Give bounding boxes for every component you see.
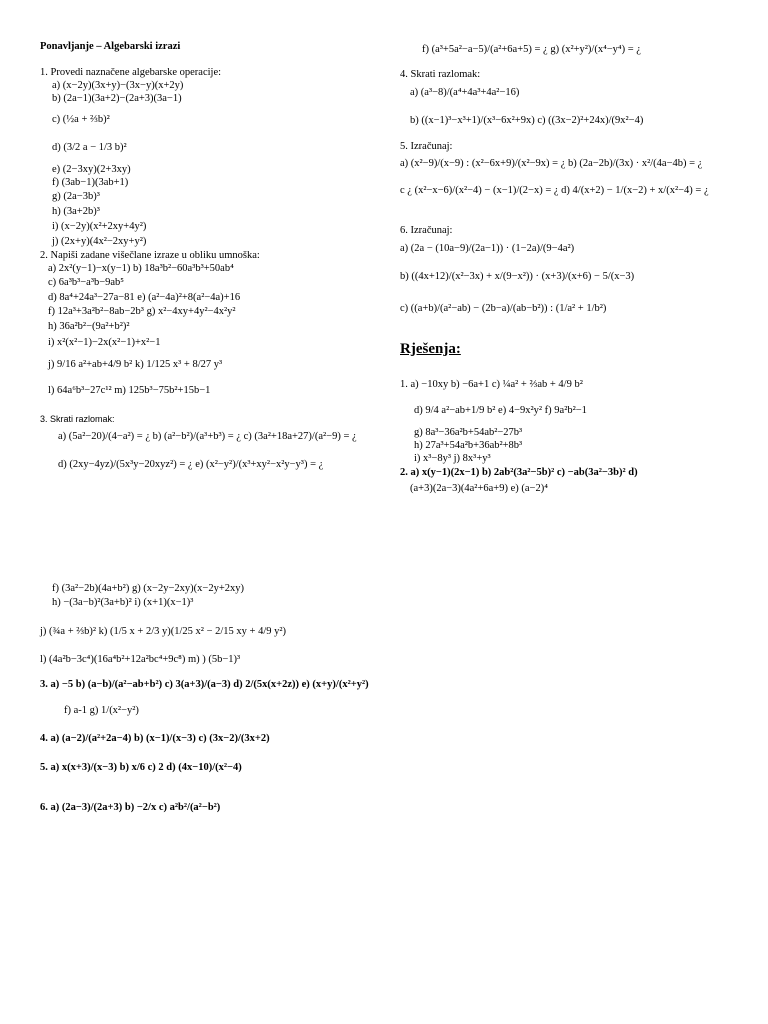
task-3-item: d) (2xy−4yz)/(5x³y−20xyz²) = ¿ e) (x²−y²)/(x³+xy²−x²y−y³) = ¿ [58, 459, 324, 470]
task-3-item: f) (a³+5a²−a−5)/(a²+6a+5) = ¿ g) (x²+y²)/(x⁴−y⁴) = ¿ [422, 44, 641, 55]
solution-line: 5. a) x(x+3)/(x−3) b) x/6 c) 2 d) (4x−10)/(x²−4) [40, 762, 242, 773]
task-6-item: a) (2a − (10a−9)/(2a−1)) · (1−2a)/(9−4a²) [400, 243, 575, 254]
task-4-item: b) ((x−1)³−x³+1)/(x³−6x²+9x) c) ((3x−2)²+24x)/(9x²−4) [410, 115, 644, 126]
task-2-item: h) 36a²b²−(9a²+b²)² [48, 321, 130, 332]
solution-line: 2. a) x(y−1)(2x−1) b) 2ab²(3a²−5b)² c) −ab(3a²−3b)² d) [400, 467, 638, 478]
solution-line: 3. a) −5 b) (a−b)/(a²−ab+b²) c) 3(a+3)/(a−3) d) 2/(5x(x+2z)) e) (x+y)/(x²+y²) [40, 679, 369, 690]
task-4-heading: 4. Skrati razlomak: [400, 69, 481, 80]
solution-line: 6. a) (2a−3)/(2a+3) b) −2/x c) a²b²/(a²−b²) [40, 802, 221, 813]
solution-line: d) 9/4 a²−ab+1/9 b² e) 4−9x²y² f) 9a²b²−1 [414, 405, 587, 416]
task-1-item: j) (2x+y)(4x²−2xy+y²) [52, 236, 147, 247]
solutions-title: Rješenja: [400, 341, 461, 357]
solution-line: i) x³−8y³ j) 8x³+y³ [414, 453, 491, 464]
solution-line: g) 8a³−36a²b+54ab²−27b³ [414, 427, 523, 438]
task-1-item: c) (½a + ⅔b)² [52, 114, 110, 125]
worksheet-title: Ponavljanje – Algebarski izrazi [40, 41, 181, 52]
solution-line: f) a-1 g) 1/(x²−y²) [64, 705, 139, 716]
task-6-item: b) ((4x+12)/(x²−3x) + x/(9−x²)) · (x+3)/(x+6) − 5/(x−3) [400, 271, 635, 282]
task-2-item: j) 9/16 a²+ab+4/9 b² k) 1/125 x³ + 8/27 y³ [48, 359, 223, 370]
solution-line: 4. a) (a−2)/(a²+2a−4) b) (x−1)/(x−3) c) (3x−2)/(3x+2) [40, 733, 270, 744]
task-1-heading: 1. Provedi naznačene algebarske operacije: [40, 67, 222, 78]
task-2-item: c) 6a³b³−a³b−9ab⁵ [48, 277, 124, 288]
task-2-item: l) 64a⁶b³−27c¹² m) 125b³−75b²+15b−1 [48, 385, 211, 396]
task-6-heading: 6. Izračunaj: [400, 225, 453, 236]
task-1-item: d) (3/2 a − 1/3 b)² [52, 142, 127, 153]
solution-line: f) (3a²−2b)(4a+b²) g) (x−2y−2xy)(x−2y+2xy) [52, 583, 244, 594]
task-1-item: f) (3ab−1)(3ab+1) [52, 177, 129, 188]
solution-line: l) (4a²b−3c⁴)(16a⁴b²+12a²bc⁴+9c⁸) m) ) (5b−1)³ [40, 654, 241, 665]
task-4-item: a) (a³−8)/(a⁴+4a³+4a²−16) [410, 87, 520, 98]
task-2-item: i) x²(x²−1)−2x(x²−1)+x²−1 [48, 337, 161, 348]
solution-line: j) (¾a + ⅔b)² k) (1/5 x + 2/3 y)(1/25 x² − 2/15 xy + 4/9 y²) [40, 626, 287, 637]
task-1-item: g) (2a−3b)³ [52, 191, 100, 202]
task-2-item: a) 2x²(y−1)−x(y−1) b) 18a³b²−60a³b³+50ab⁴ [48, 263, 234, 274]
task-1-item: i) (x−2y)(x²+2xy+4y²) [52, 221, 147, 232]
task-3-item: a) (5a²−20)/(4−a²) = ¿ b) (a²−b²)/(a³+b³) = ¿ c) (3a²+18a+27)/(a²−9) = ¿ [58, 431, 357, 442]
solution-line: h) 27a³+54a²b+36ab²+8b³ [414, 440, 523, 451]
solution-line: 1. a) −10xy b) −6a+1 c) ¼a² + ⅔ab + 4/9 b² [400, 379, 583, 390]
task-3-heading: 3. Skrati razlomak: [40, 414, 115, 424]
task-2-item: f) 12a³+3a²b²−8ab−2b³ g) x²−4xy+4y²−4x²y² [48, 306, 236, 317]
task-1-item: b) (2a−1)(3a+2)−(2a+3)(3a−1) [52, 93, 182, 104]
task-2-item: d) 8a⁴+24a³−27a−81 e) (a²−4a)²+8(a²−4a)+16 [48, 292, 241, 303]
task-1-item: e) (2−3xy)(2+3xy) [52, 164, 131, 175]
task-5-item: c ¿ (x²−x−6)/(x²−4) − (x−1)/(2−x) = ¿ d) 4/(x+2) − 1/(x−2) + x/(x²−4) = ¿ [400, 185, 709, 196]
task-2-heading: 2. Napiši zadane višečlane izraze u obliku umnoška: [40, 250, 260, 261]
task-5-item: a) (x²−9)/(x−9) : (x²−6x+9)/(x²−9x) = ¿ b) (2a−2b)/(3x) · x²/(4a−4b) = ¿ [400, 158, 703, 169]
solution-line: (a+3)(2a−3)(4a²+6a+9) e) (a−2)⁴ [410, 483, 548, 494]
solution-line: h) −(3a−b)²(3a+b)² i) (x+1)(x−1)³ [52, 597, 194, 608]
task-5-heading: 5. Izračunaj: [400, 141, 453, 152]
task-6-item: c) ((a+b)/(a²−ab) − (2b−a)/(ab−b²)) : (1/a² + 1/b²) [400, 303, 607, 314]
task-1-item: h) (3a+2b)³ [52, 206, 100, 217]
task-1-item: a) (x−2y)(3x+y)−(3x−y)(x+2y) [52, 80, 184, 91]
